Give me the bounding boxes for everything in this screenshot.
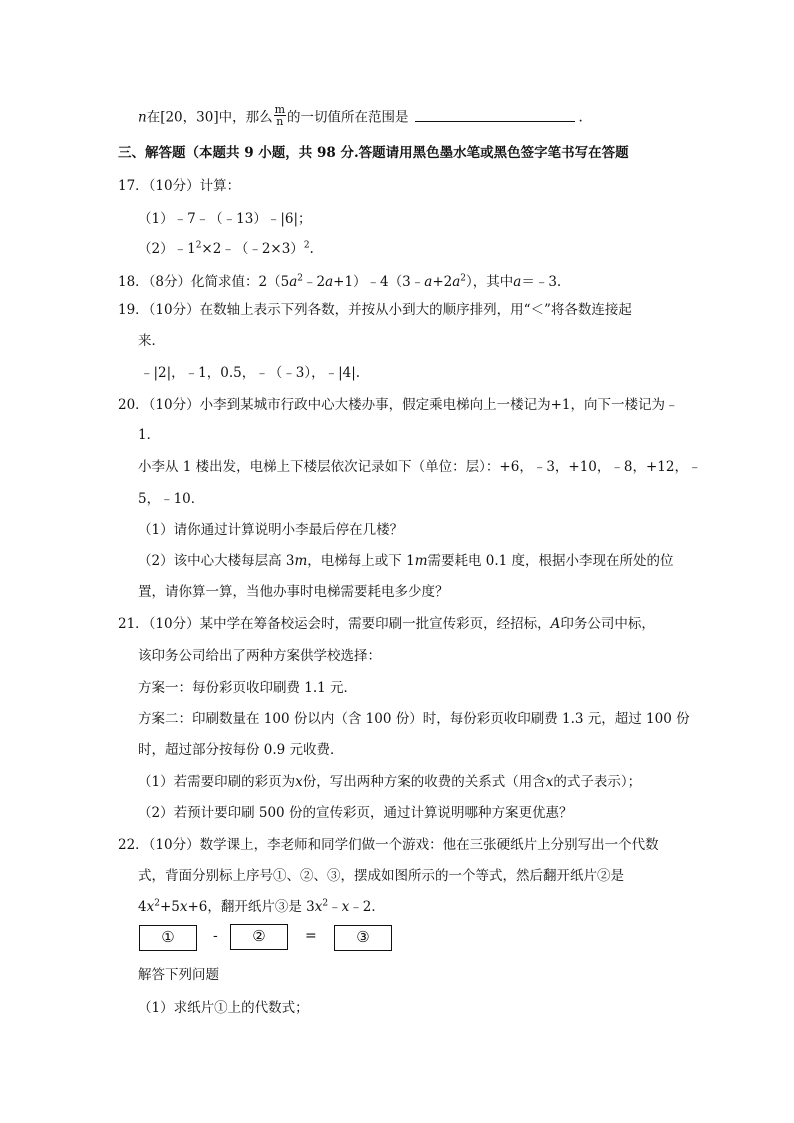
- q17-p2-c: .: [309, 241, 314, 257]
- q18-b: ﹣2: [303, 274, 326, 290]
- q22-line1: 22．（10分）数学课上，李老师和同学们做一个游戏：他在三张硬纸片上分别写出一个代数: [118, 837, 659, 853]
- unit-m: m: [294, 553, 308, 569]
- q19-line2: 来．: [138, 333, 165, 349]
- q22-l3-c: +6，翻开纸片③是 3: [187, 899, 315, 915]
- fraction-m-over-n: [274, 104, 286, 128]
- frac-numerator: m: [274, 103, 286, 116]
- q22-prompt: 解答下列问题: [138, 967, 219, 983]
- q22-l3-e: ﹣2．: [349, 899, 385, 915]
- q17-heading: 17．（10分）计算：: [118, 178, 241, 194]
- answer-blank: [415, 109, 575, 122]
- q18-c: +1）﹣4（3﹣: [333, 274, 425, 290]
- q18-var: a: [424, 274, 433, 290]
- q21-line1: [118, 615, 655, 633]
- q16-end: .: [578, 109, 583, 126]
- q17-p2-exp1: 2: [195, 240, 202, 251]
- card-2: ②: [230, 924, 288, 950]
- q21-l1-b: 印务公司中标，: [560, 616, 655, 632]
- q20-p2-b: ，电梯每上或下 1: [307, 553, 415, 569]
- q22-exp2: 2: [322, 898, 329, 909]
- q20-line1: 20．（10分）小李到某城市行政中心大楼办事，假定乘电梯向上一楼记为+1，向下一楼记为﹣: [118, 397, 679, 413]
- var-x: x: [179, 899, 188, 915]
- q18-var: a: [289, 274, 298, 290]
- q18-var: a: [325, 274, 334, 290]
- q16-text-post: 的一切值所在范围是: [287, 109, 409, 126]
- q17-p2-exp2: 2: [303, 240, 310, 251]
- q21-p1-a: （1）若需要印刷的彩页为: [138, 774, 296, 790]
- q21-plan1: 方案一：每份彩页收印刷费 1.1 元．: [138, 680, 358, 696]
- q16-tail-line: [138, 103, 583, 130]
- q17-p2-b: ×2﹣（﹣2×3）: [201, 241, 304, 257]
- company-letter: A: [550, 616, 561, 632]
- q21-part1: [138, 773, 641, 791]
- var-n: n: [138, 109, 147, 126]
- q18-d: +2: [432, 274, 453, 290]
- var-x: x: [146, 899, 155, 915]
- q22-line3: [138, 898, 385, 916]
- q22-l3-a: 4: [138, 899, 147, 915]
- q18-exp2: 2: [460, 273, 467, 284]
- q21-plan2-line1: 方案二：印刷数量在 100 份以内（含 100 份）时，每份彩页收印刷费 1.3 元，超过 100 份: [138, 711, 690, 727]
- q22-l3-b: +5: [159, 899, 180, 915]
- q21-plan2-line2: 时，超过部分按每份 0.9 元收费．: [138, 742, 344, 758]
- var-x: x: [314, 899, 323, 915]
- q20-line3: 小李从 1 楼出发，电梯上下楼层依次记录如下（单位：层）：+6，﹣3，+10，﹣8，+12，﹣: [138, 459, 702, 475]
- q16-text-pre: 在[20，30]中，那么: [146, 109, 273, 126]
- q21-p1-b: 份，写出两种方案的收费的关系式（用含: [302, 774, 546, 790]
- q20-part2-line2: 置，请你算一算，当他办事时电梯需要耗电多少度？: [138, 584, 449, 600]
- q20-part2-line1: [138, 552, 674, 570]
- q20-line4: 5，﹣10．: [138, 491, 205, 507]
- q18-line: [118, 273, 561, 291]
- var-x: x: [295, 774, 303, 790]
- q18-var: a: [513, 274, 522, 290]
- q21-l1-a: 21．（10分）某中学在筹备校运会时，需要印刷一批宣传彩页，经招标，: [118, 616, 551, 632]
- frac-denominator: n: [276, 115, 284, 128]
- q20-part1: （1）请你通过计算说明小李最后停在几楼？: [138, 522, 404, 538]
- q20-p2-c: 需要耗电 0.1 度，根据小李现在所处的位: [427, 553, 674, 569]
- section-3-title: 三、解答题（本题共 9 小题，共 98 分.答题请用黑色墨水笔或黑色签字笔书写在答题: [118, 145, 629, 161]
- q17-part2: [138, 240, 314, 258]
- q19-line1: 19．（10分）在数轴上表示下列各数，并按从小到大的顺序排列，用“＜”将各数连接起: [118, 302, 632, 318]
- q19-numbers: ﹣|2|，﹣1，0.5，﹣（﹣3），﹣|4|.: [140, 365, 361, 381]
- card-3: ③: [334, 925, 392, 951]
- equals-sign: =: [305, 928, 317, 944]
- q18-f: ＝﹣3.: [521, 274, 562, 290]
- q20-p2-a: （2）该中心大楼每层高 3: [138, 553, 295, 569]
- q21-part2: （2）若预计要印刷 500 份的宣传彩页，通过计算说明哪种方案更优惠？: [138, 805, 573, 821]
- minus-sign: -: [213, 928, 218, 944]
- card-1: ①: [139, 925, 197, 951]
- q18-e: ），其中: [466, 274, 514, 290]
- q17-part1: （1）﹣7﹣（﹣13）﹣|6|；: [138, 211, 312, 227]
- q21-line2: 该印务公司给出了两种方案供学校选择：: [138, 648, 381, 664]
- q22-line2: 式，背面分别标上序号①、②、③，摆成如图所示的一个等式，然后翻开纸片②是: [138, 868, 624, 884]
- q18-a: 18．（8分）化简求值：2（5: [118, 274, 290, 290]
- q18-exp1: 2: [297, 273, 303, 284]
- q22-exp1: 2: [154, 898, 160, 909]
- q22-part1: （1）求纸片①上的代数式；: [138, 1000, 309, 1016]
- unit-m: m: [414, 553, 428, 569]
- q21-p1-c: 的式子表示）；: [553, 774, 642, 790]
- q20-line2: 1．: [138, 427, 161, 443]
- q17-p2-a: （2）﹣1: [138, 241, 196, 257]
- q22-l3-d: ﹣: [328, 899, 342, 915]
- var-x: x: [341, 899, 350, 915]
- q18-var: a: [452, 274, 461, 290]
- var-x: x: [545, 774, 554, 790]
